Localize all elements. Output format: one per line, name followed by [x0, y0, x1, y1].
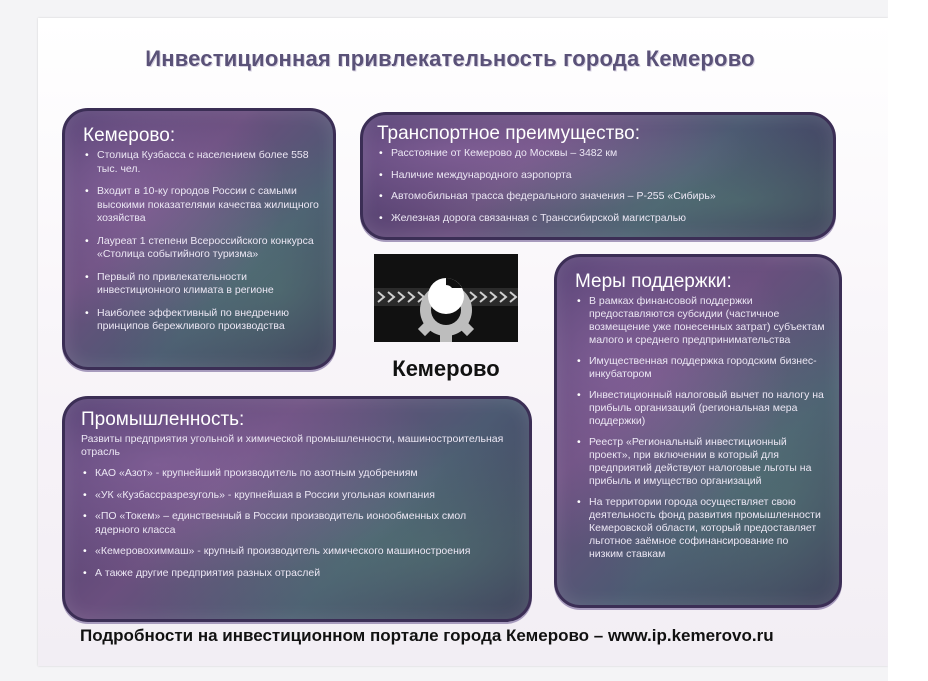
list-item: • Наличие международного аэропорта: [377, 169, 817, 183]
list-item: • Железная дорога связанная с Транссибирской магистралью: [377, 212, 817, 226]
page-title: Инвестиционная привлекательность города Кемерово: [145, 46, 755, 71]
industry-list: [81, 467, 513, 580]
page-edge: [888, 0, 928, 681]
transport-list: [377, 147, 817, 225]
industry-heading: Промышленность:: [81, 409, 245, 430]
list-item: • Реестр «Региональный инвестиционный проект», при включении в который для предприятий действуют налоговые льготы на прибыль и имущество организаций: [575, 436, 825, 488]
list-item: • Входит в 10-ку городов России с самыми высокими показателями качества жилищного хозяйства: [83, 185, 319, 226]
logo-label: Кемерово: [392, 356, 500, 381]
kemerovo-list: [83, 149, 319, 334]
list-item: • Автомобильная трасса федерального значения – Р-255 «Сибирь»: [377, 190, 817, 204]
list-item: • Лауреат 1 степени Всероссийского конкурса «Столица событийного туризма»: [83, 235, 319, 262]
kemerovo-coat-of-arms-icon: [374, 254, 518, 342]
list-item: • КАО «Азот» - крупнейший производитель по азотным удобрениям: [81, 467, 513, 481]
list-item: • Имущественная поддержка городским бизнес-инкубатором: [575, 355, 825, 381]
support-measures-box: [554, 254, 842, 608]
list-item: • Расстояние от Кемерово до Москвы – 3482 км: [377, 147, 817, 161]
list-item: • Инвестиционный налоговый вычет по налогу на прибыль организаций (региональная мера поддержки): [575, 389, 825, 428]
list-item: • Наиболее эффективный по внедрению принципов бережливого производства: [83, 307, 319, 334]
list-item: • Первый по привлекательности инвестиционного климата в регионе: [83, 271, 319, 298]
list-item: • «Кемеровохиммаш» - крупный производитель химического машиностроения: [81, 545, 513, 559]
industry-intro: Развиты предприятия угольной и химической промышленности, машиностроительная отрасль: [81, 433, 504, 458]
list-item: • Столица Кузбасса с населением более 558 тыс. чел.: [83, 149, 319, 176]
transport-heading: Транспортное преимущество:: [377, 123, 641, 144]
list-item: • А также другие предприятия разных отраслей: [81, 567, 513, 581]
list-item: • На территории города осуществляет свою деятельность фонд развития промышленности Кемеровской области, который предоставляет льготное заёмное софинансирование по низким ставкам: [575, 496, 825, 561]
list-item: • «УК «Кузбассразрезуголь» - крупнейшая в России угольная компания: [81, 489, 513, 503]
kemerovo-info-box: [62, 108, 336, 370]
transport-info-box: [360, 112, 836, 240]
support-list: [575, 295, 825, 561]
industry-info-box: [62, 396, 532, 622]
list-item: • В рамках финансовой поддержки предоставляются субсидии (частичное возмещение уже понесенных затрат) субъектам малого и среднего предпринимательства: [575, 295, 825, 347]
footer-portal-link: Подробности на инвестиционном портале города Кемерово – www.ip.kemerovo.ru: [80, 626, 774, 645]
support-heading: Меры поддержки:: [575, 271, 732, 292]
kemerovo-heading: Кемерово:: [83, 125, 176, 146]
list-item: • «ПО «Токем» – единственный в России производитель ионообменных смол ядерного класса: [81, 510, 513, 537]
